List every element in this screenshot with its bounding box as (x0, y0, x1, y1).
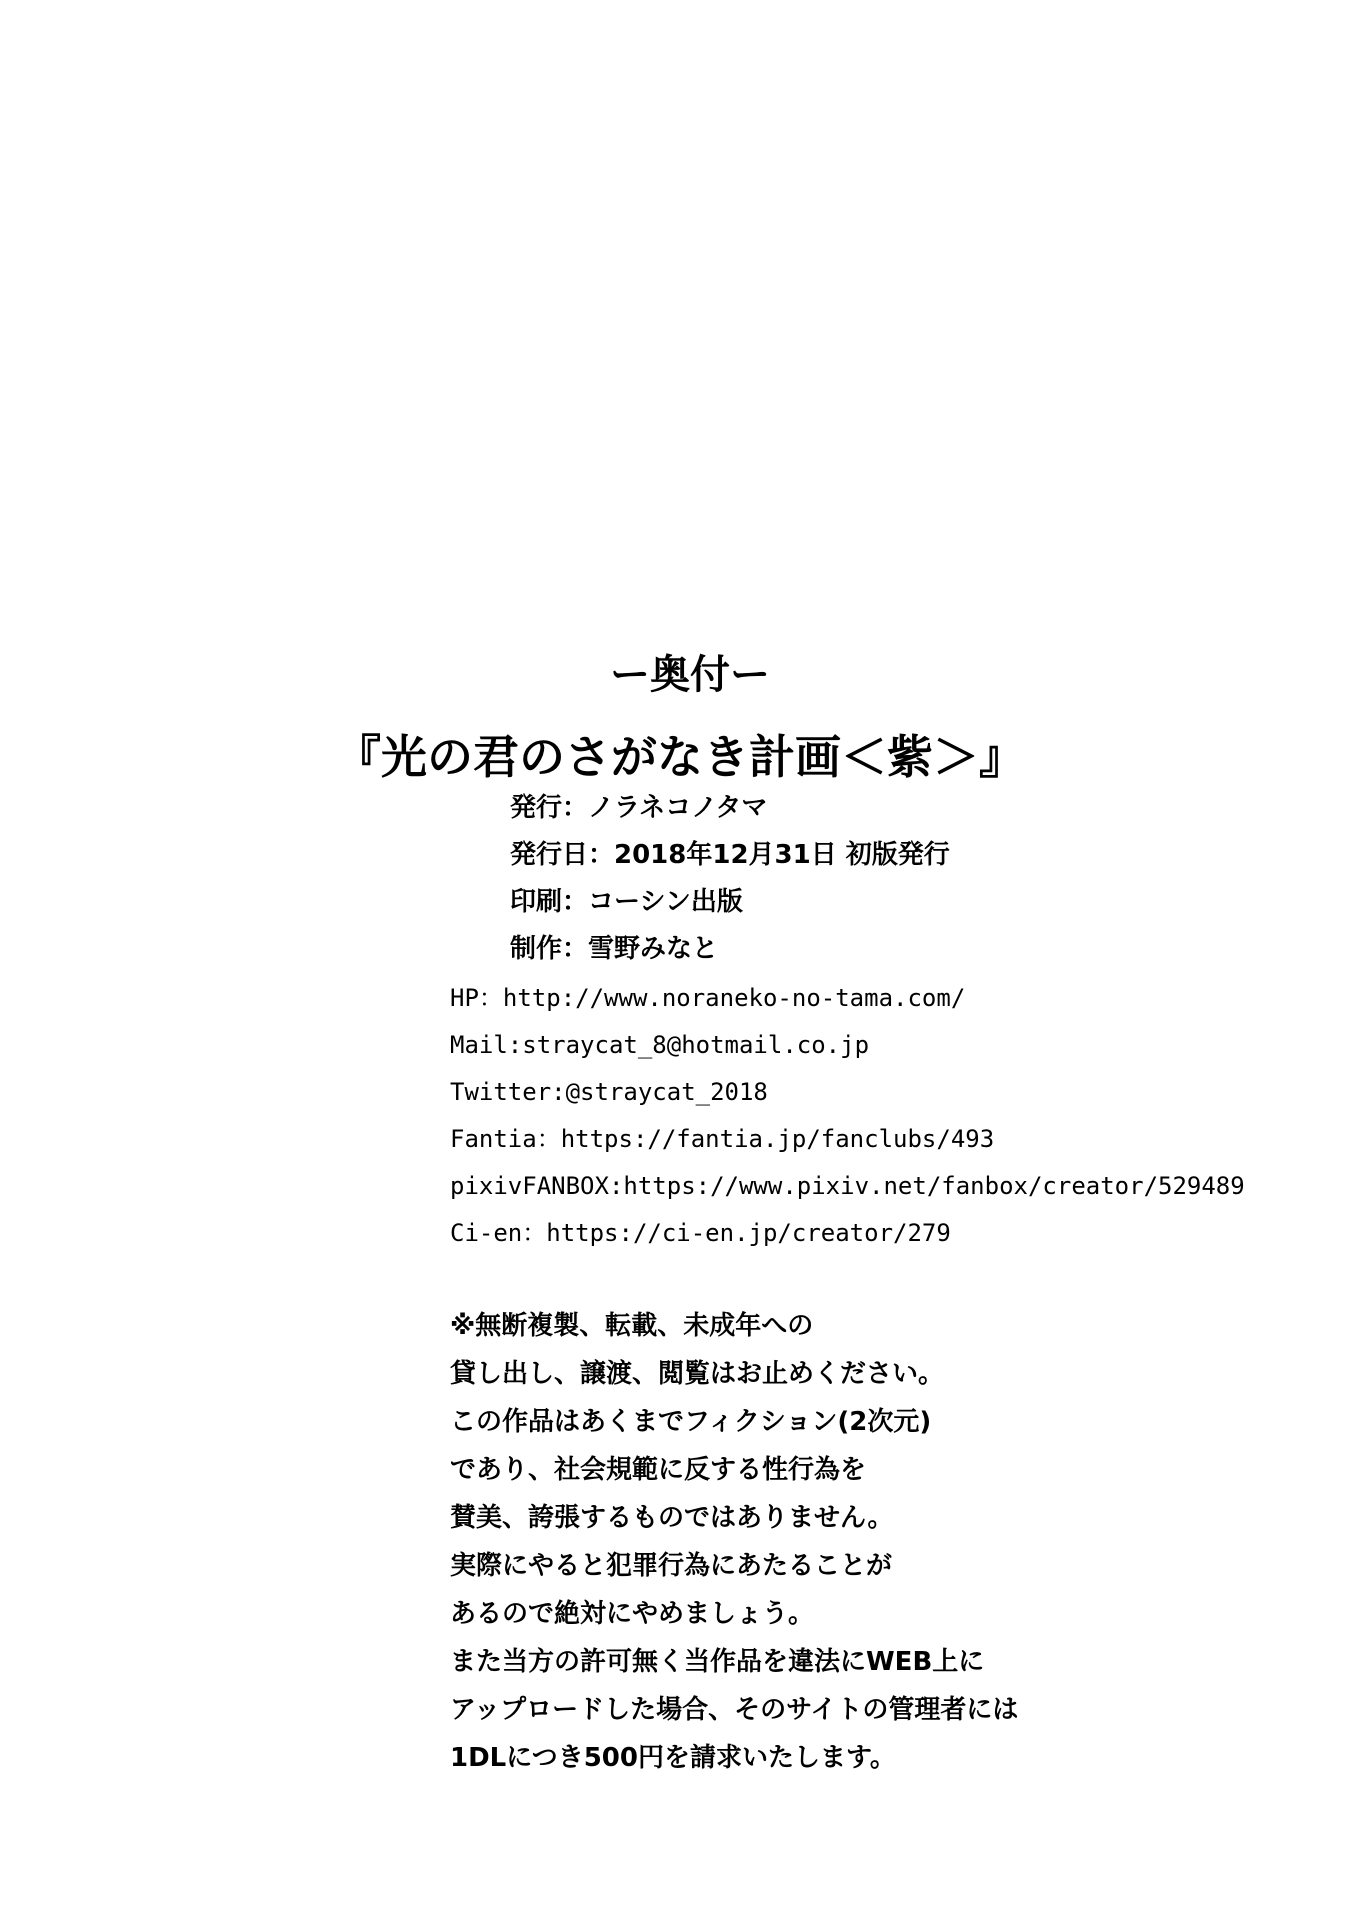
publisher-line: 発行：ノラネコノタマ (510, 793, 768, 823)
fantia-link[interactable]: Fantia：https://fantia.jp/fanclubs/493 (450, 1125, 995, 1153)
notice-line: また当方の許可無く当作品を違法にWEB上に (450, 1647, 985, 1677)
notice-line: この作品はあくまでフィクション(2次元) (450, 1407, 932, 1437)
notice-line: アップロードした場合、そのサイトの管理者には (450, 1695, 1019, 1725)
notice-line: あるので絶対にやめましょう。 (450, 1599, 815, 1629)
notice-line: 賛美、誇張するものではありません。 (450, 1503, 894, 1533)
mail-link[interactable]: Mail:straycat_8@hotmail.co.jp (450, 1031, 870, 1059)
homepage-link[interactable]: HP：http://www.noraneko-no-tama.com/ (450, 984, 966, 1012)
colophon-heading: ー奥付ー (610, 652, 770, 698)
book-title: 『光の君のさがなき計画＜紫＞』 (335, 730, 1025, 784)
notice-line: 実際にやると犯罪行為にあたることが (450, 1551, 893, 1581)
printer-line: 印刷：コーシン出版 (510, 887, 743, 917)
twitter-link[interactable]: Twitter:@straycat_2018 (450, 1078, 768, 1106)
notice-line: ※無断複製、転載、未成年への (450, 1311, 814, 1341)
notice-line: であり、社会規範に反する性行為を (450, 1455, 867, 1485)
fanbox-link[interactable]: pixivFANBOX:https://www.pixiv.net/fanbox/creator/529489 (450, 1172, 1245, 1200)
publish-date-line: 発行日：2018年12月31日 初版発行 (510, 840, 950, 870)
notice-line: 貸し出し、譲渡、閲覧はお止めください。 (450, 1359, 945, 1389)
cien-link[interactable]: Ci-en：https://ci-en.jp/creator/279 (450, 1219, 951, 1247)
author-line: 制作：雪野みなと (510, 934, 719, 964)
notice-line: 1DLにつき500円を請求いたします。 (450, 1743, 896, 1773)
